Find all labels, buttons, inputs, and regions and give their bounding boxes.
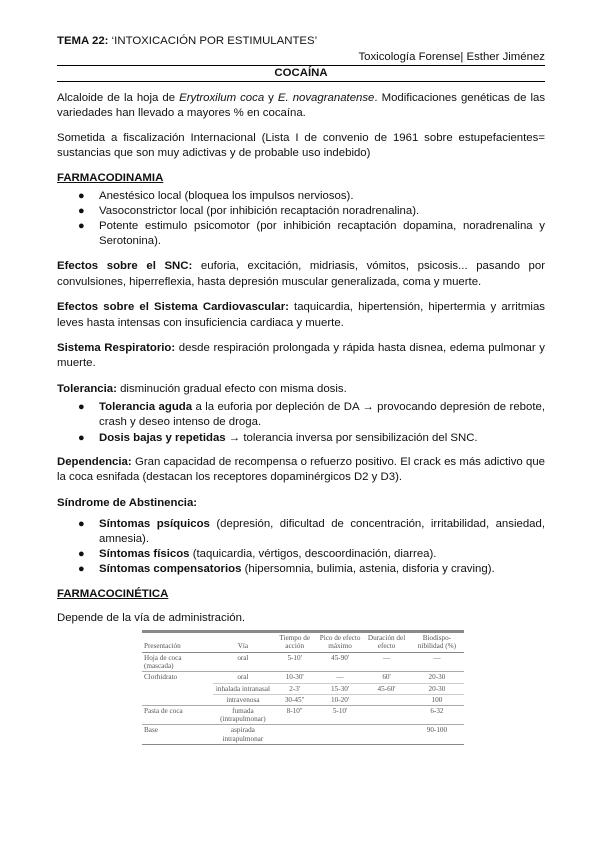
- table-cell: fumada (intrapulmonar): [213, 706, 272, 725]
- resp-label: Sistema Respiratorio:: [57, 342, 176, 355]
- data-table: [142, 630, 464, 745]
- resp-text: desde respiración prolongada y rápida hasta disnea, edema pulmonar y muerte.: [57, 342, 545, 370]
- dependence-paragraph: [57, 455, 545, 486]
- table-cell: —: [410, 653, 464, 672]
- intro-text-a: Alcaloide de la hoja de: [57, 92, 180, 104]
- bullet-icon: ●: [78, 189, 85, 202]
- table-row: [142, 694, 464, 705]
- cardio-paragraph: [57, 300, 545, 331]
- tolerance-paragraph: [57, 382, 545, 397]
- table-cell: 15-30': [317, 683, 363, 694]
- list-item-text: (hipersomnia, bulimia, astenia, disforia y craving).: [241, 563, 495, 576]
- table-cell: aspirada intrapulmonar: [213, 725, 272, 744]
- list-item: [57, 547, 545, 562]
- list-item-text: (taquicardia, vértigos, descoordinación, diarrea).: [189, 548, 437, 561]
- intro-text-c: . Modificaciones genéticas de las variedades han llevado a mayores % en cocaína.: [57, 92, 546, 120]
- table-cell: inhalada intranasal: [213, 683, 272, 694]
- intro-paragraph-1: [57, 91, 545, 122]
- list-item: [57, 431, 545, 446]
- list-item-text: Potente estimulo psicomotor (por inhibición recaptación dopamina, noradrenalina y Serotonina).: [99, 220, 545, 248]
- list-item: [57, 562, 545, 577]
- snc-paragraph: [57, 259, 545, 290]
- list-item: [57, 517, 545, 547]
- table-cell: oral: [213, 653, 272, 672]
- column-header: Presentación: [142, 633, 213, 653]
- column-header: Biodispo-nibilidad (%): [410, 633, 464, 653]
- species-name-1: Erytroxilum coca: [179, 92, 265, 104]
- table-cell: [142, 683, 213, 694]
- list-item: [57, 189, 545, 204]
- abstinence-heading: Síndrome de Abstinencia:: [57, 496, 198, 509]
- table-cell: Clorhidrato: [142, 672, 213, 683]
- section-banner: COCAÍNA: [57, 65, 545, 82]
- table-cell: [317, 725, 363, 744]
- table-cell: 5-10': [317, 706, 363, 725]
- list-item-label: Síntomas físicos: [99, 548, 190, 561]
- resp-paragraph: [57, 341, 545, 372]
- table-cell: 6-32: [410, 706, 464, 725]
- table-cell: 45-60': [363, 683, 410, 694]
- table-cell: Pasta de coca: [142, 706, 213, 725]
- table-cell: oral: [213, 672, 272, 683]
- cardio-label: Efectos sobre el Sistema Cardiovascular:: [57, 301, 289, 314]
- list-item: [57, 400, 545, 430]
- list-item-text: Vasoconstrictor local (por inhibición recaptación noradrenalina).: [99, 204, 420, 217]
- column-header: Vía: [213, 633, 272, 653]
- list-item-label: Síntomas compensatorios: [99, 563, 242, 576]
- table-cell: [363, 694, 410, 705]
- table-cell: —: [317, 672, 363, 683]
- intro-text-b: y: [264, 92, 278, 104]
- subject-author: Toxicología Forense| Esther Jiménez: [358, 51, 545, 63]
- farmacocinetica-heading: FARMACOCINÉTICA: [57, 587, 169, 600]
- farmacodinamia-list: [57, 189, 545, 250]
- bullet-icon: ●: [78, 563, 85, 576]
- tolerance-text: disminución gradual efecto con misma dosis.: [116, 382, 347, 395]
- table-row: [142, 683, 464, 694]
- table-cell: [272, 725, 316, 744]
- table-cell: Hoja de coca (mascada): [142, 653, 213, 672]
- table-cell: 5-10': [272, 653, 316, 672]
- list-item-text: (depresión, dificultad de concentración, irritabilidad, ansiedad, amnesia).: [99, 517, 545, 545]
- dependence-label: Dependencia:: [57, 455, 132, 468]
- pharmacokinetics-table: [142, 630, 464, 745]
- intro-paragraph-2: Sometida a fiscalización Internacional (Lista I de convenio de 1961 sobre estupefacientes= sustancias que son muy adictivas y de probable uso indebido): [57, 131, 545, 160]
- table-cell: 8-10": [272, 706, 316, 725]
- table-row: [142, 653, 464, 672]
- list-item: [57, 219, 545, 249]
- tolerance-label: Tolerancia:: [57, 382, 117, 395]
- table-cell: 10-20': [317, 694, 363, 705]
- topic-name: ‘INTOXICACIÓN POR ESTIMULANTES’: [108, 35, 318, 47]
- snc-text: euforia, excitación, midriasis, vómitos, psicosis... pasando por convulsiones, hiperreflexia, hasta depresión muscular generalizada, coma y muerte.: [57, 260, 545, 288]
- bullet-icon: ●: [78, 220, 85, 233]
- bullet-icon: ●: [78, 548, 85, 561]
- snc-label: Efectos sobre el SNC:: [57, 260, 193, 273]
- column-header: Duración del efecto: [363, 633, 410, 653]
- table-cell: [363, 706, 410, 725]
- tolerance-list: [57, 400, 545, 446]
- table-header-row: [142, 633, 464, 653]
- topic-number: TEMA 22:: [57, 35, 109, 47]
- farmacocinetica-text: Depende de la vía de administración.: [57, 611, 246, 624]
- list-item-label: Tolerancia aguda: [99, 401, 193, 414]
- table-row: [142, 725, 464, 744]
- dependence-text: Gran capacidad de recompensa o refuerzo positivo. El crack es más adictivo que la coca esnifada (destacan los receptores dopaminérgicos D2 y D3).: [57, 455, 545, 484]
- table-cell: Base: [142, 725, 213, 744]
- table-cell: 100: [410, 694, 464, 705]
- table-cell: 45-90': [317, 653, 363, 672]
- list-item: [57, 204, 545, 219]
- column-header: Tiempo de acción: [272, 633, 316, 653]
- species-name-2: E. novagranatense: [277, 92, 375, 104]
- list-item-label: Síntomas psíquicos: [99, 517, 210, 530]
- table-cell: 10-30': [272, 672, 316, 683]
- list-item-label: Dosis bajas y repetidas: [99, 431, 226, 444]
- table-cell: [142, 694, 213, 705]
- document-page: [57, 34, 545, 626]
- table-cell: 20-30: [410, 672, 464, 683]
- topic-title: [57, 34, 545, 48]
- table-cell: intravenosa: [213, 694, 272, 705]
- table-cell: 90-100: [410, 725, 464, 744]
- bullet-icon: ●: [78, 517, 85, 530]
- table-cell: 60': [363, 672, 410, 683]
- list-item-text: a la euforia por depleción de DA → provocando depresión de rebote, crash y deseo intenso de droga.: [99, 401, 545, 429]
- column-header: Pico de efecto máximo: [317, 633, 363, 653]
- abstinence-list: [57, 517, 545, 578]
- bullet-icon: ●: [78, 431, 85, 444]
- table-cell: [363, 725, 410, 744]
- list-item-text: Anestésico local (bloquea los impulsos nerviosos).: [99, 189, 354, 202]
- farmacodinamia-heading: FARMACODINAMIA: [57, 171, 164, 184]
- list-item-text: → tolerancia inversa por sensibilización del SNC.: [225, 431, 478, 444]
- bullet-icon: ●: [78, 401, 85, 414]
- table-cell: —: [363, 653, 410, 672]
- table-cell: 2-3': [272, 683, 316, 694]
- table-cell: 30-45": [272, 694, 316, 705]
- table-row: [142, 672, 464, 683]
- table-cell: 20-30: [410, 683, 464, 694]
- table-row: [142, 706, 464, 725]
- cardio-text: taquicardia, hipertensión, hipertermia y arritmias leves hasta intensas con insuficiencia cardiaca y muerte.: [57, 301, 545, 329]
- bullet-icon: ●: [78, 204, 85, 217]
